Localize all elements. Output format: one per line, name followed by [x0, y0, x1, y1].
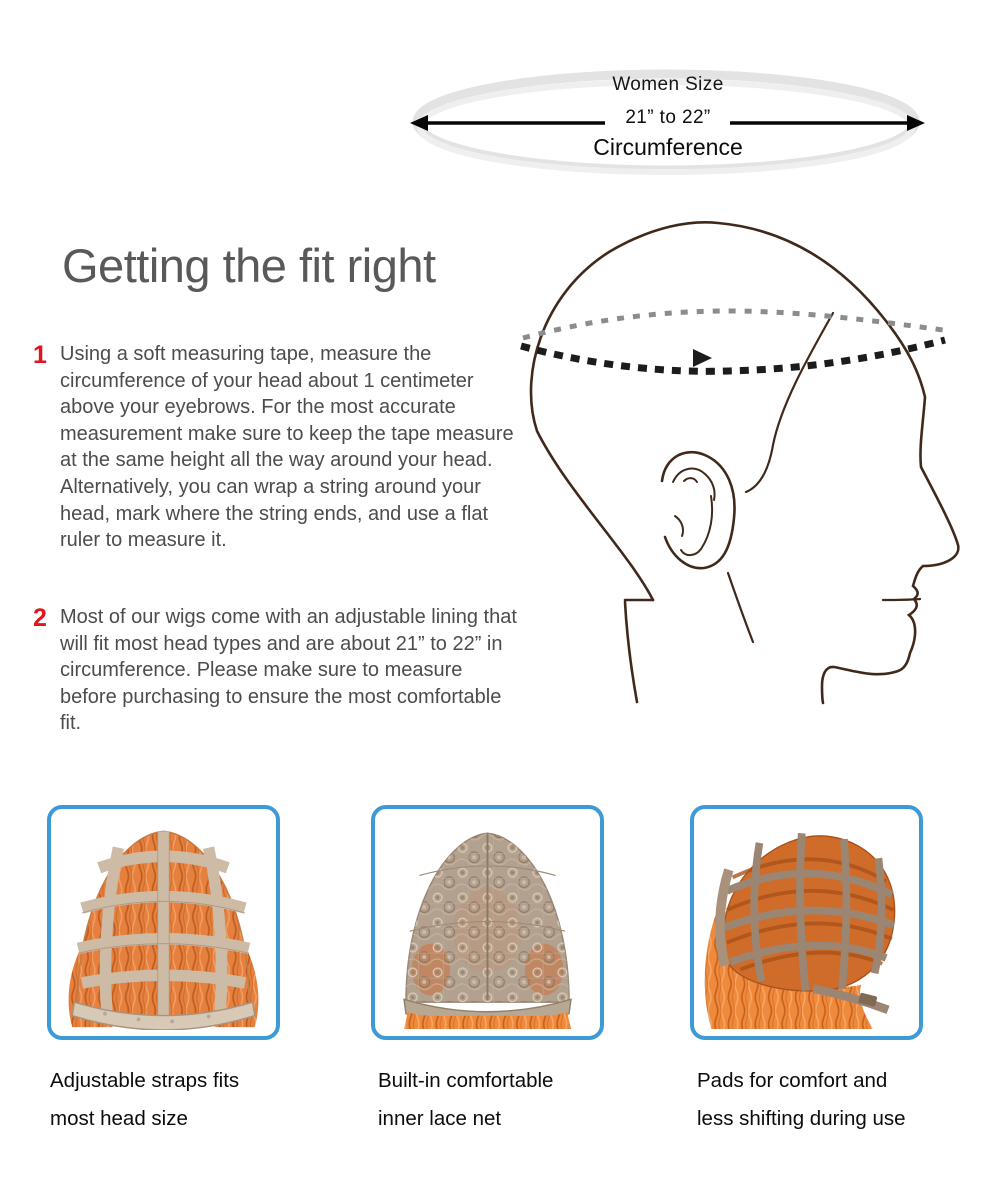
caption-lace-line1: Built-in comfortable: [378, 1069, 554, 1092]
feature-photo-pads: [690, 805, 923, 1040]
measuring-band-dotted-line: [521, 311, 945, 371]
ring-title: Women Size: [612, 74, 724, 95]
step-2: [33, 604, 519, 737]
size-ring-graphic: [408, 64, 928, 186]
caption-lace-net: [378, 1062, 553, 1138]
ring-range: 21” to 22”: [625, 107, 711, 128]
caption-pads-line2: less shifting during use: [697, 1107, 906, 1130]
caption-pads: [697, 1062, 906, 1138]
caption-lace-line2: inner lace net: [378, 1107, 502, 1130]
ring-circumference-label: Circumference: [593, 134, 743, 160]
feature-photo-lace-net: [371, 805, 604, 1040]
feature-photo-straps: [47, 805, 280, 1040]
caption-pads-line1: Pads for comfort and: [697, 1069, 888, 1092]
caption-straps-line2: most head size: [50, 1107, 188, 1130]
caption-straps-line1: Adjustable straps fits: [50, 1069, 240, 1092]
step-1: [33, 341, 519, 554]
head-profile-illustration: [515, 219, 977, 741]
band-arrowhead-icon: [693, 349, 712, 367]
step-2-number: 2: [33, 604, 47, 632]
step-2-text: Most of our wigs come with an adjustable lining that will fit most head types and are about 21” to 22” in circumference. Please make sure to measure before purchasing to ensure the most comfortable fit.: [60, 606, 517, 735]
wig-cap-side-pads-image: [700, 815, 913, 1030]
step-1-text: Using a soft measuring tape, measure the circumference of your head about 1 centimeter above your eyebrows. For the most accurate measurement make sure to keep the tape measure at the same height all the way around your head. Alternatively, you can wrap a string around your head, mark where the string ends, and use a flat ruler to measure it.: [60, 343, 514, 552]
page-title: Getting the fit right: [62, 239, 436, 292]
caption-straps: [50, 1062, 239, 1138]
wig-cap-lace-net-image: [381, 815, 594, 1030]
step-1-number: 1: [33, 341, 47, 369]
wig-cap-back-straps-image: [57, 815, 270, 1030]
